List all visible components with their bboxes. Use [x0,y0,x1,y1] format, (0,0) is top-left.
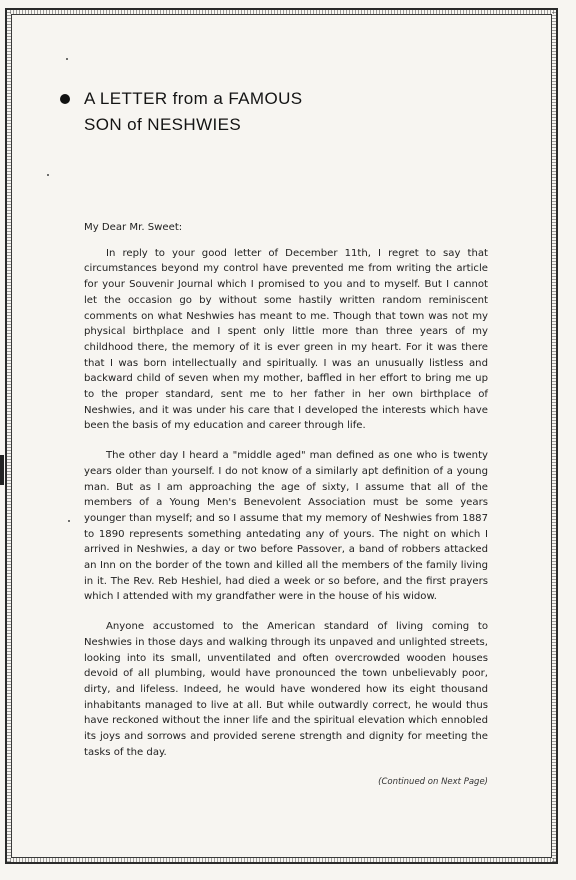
letter-paragraph-2: The other day I heard a "middle aged" man defined as one who is twenty years older than yourself. I do not know of a similarly apt definition of a young man. But as I am approaching the age of sixty, I assume that all of the members of a Young Men's Benevolent Association must be some years younger than myself; and so I assume that my memory of Neshwies from 1887 to 1890 represents something antedating any of yours. The night on which I arrived in Neshwies, a day or two before Passover, a band of robbers attacked an Inn on the border of the town and killed all the members of the family living in it. The Rev. Reb Heshiel, had died a week or so before, and the first prayers which I attended with my grandfather were in the house of his widow. [84,450,488,603]
title-line-2: SON of NESHWIES [84,115,242,134]
print-speck [47,174,49,176]
print-speck [66,58,68,60]
continued-note: (Continued on Next Page) [378,777,488,787]
title-line-1: A LETTER from a FAMOUS [84,89,303,108]
letter-paragraph-3: Anyone accustomed to the American standard of living coming to Neshwies in those days and walking through its unpaved and unlighted streets, looking into its small, unventilated and often overcrowded wooden houses devoid of all plumbing, would have pronounced the town unbelievably poor, dirty, and lifeless. Indeed, he would have wondered how its eight thousand inhabitants managed to live at all. But while outwardly correct, he would thus have reckoned without the inner life and the spiritual elevation which ennobled its joys and sorrows and provided serene strength and dignity for meeting the tasks of the day. [84,621,488,758]
salutation: My Dear Mr. Sweet: [84,222,183,233]
letter-paragraph-1: In reply to your good letter of December 11th, I regret to say that circumstances beyond my control have prevented me from writing the article for your Souvenir Journal which I promised to you and to myself. But I cannot let the occasion go by without some hastily written random reminiscent comments on what Neshwies has meant to me. Though that town was not my physical birthplace and I spent only little more than three years of my childhood there, the memory of it is ever green in my heart. For it was there that I was born intellectually and spiritually. I was an unusually listless and backward child of seven when my mother, baffled in her effort to bring me up to the proper standard, sent me to her father in her own birthplace of Neshwies, and it was under his care that I developed the interests which have been the basis of my education and career through life. [84,247,488,432]
page-title [84,86,303,138]
title-bullet-icon [60,94,70,104]
letter-body [84,220,488,775]
print-speck [68,520,70,522]
binding-mark [0,455,4,485]
